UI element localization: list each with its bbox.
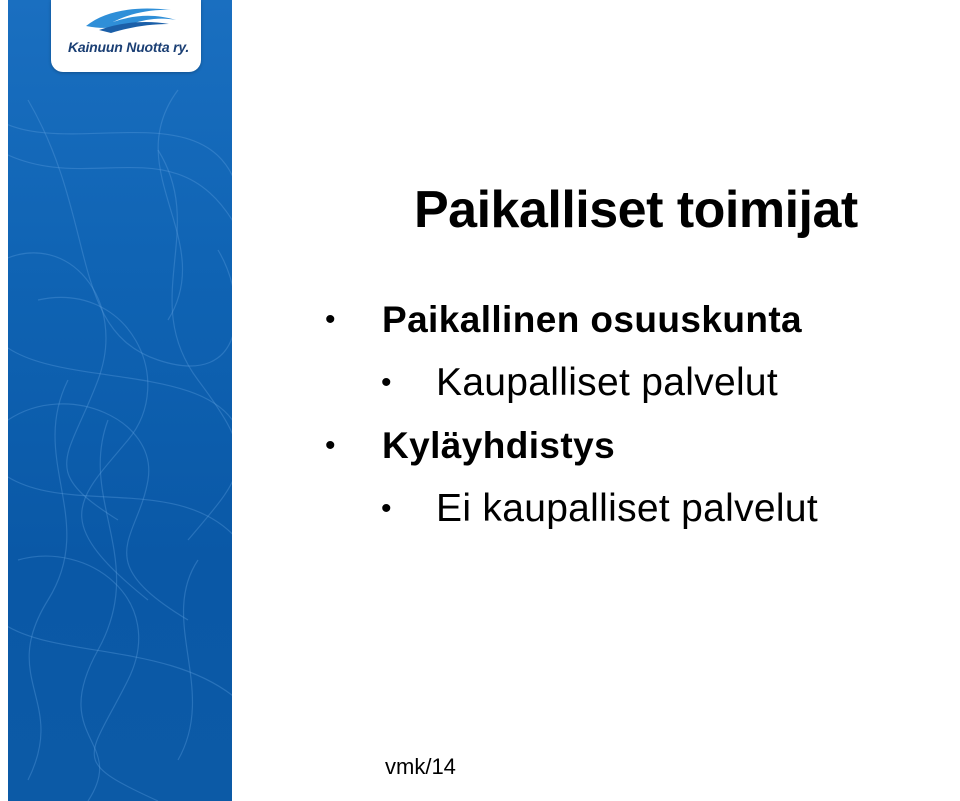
bullet-item (325, 424, 905, 468)
side-panel (8, 0, 232, 801)
decorative-swirls (8, 0, 232, 801)
slide-footer: vmk/14 (385, 754, 456, 779)
sub-bullet-item (381, 360, 901, 406)
bullet-text: Kyläyhdistys (382, 425, 616, 466)
logo (51, 0, 201, 72)
bullet-dot: • (325, 303, 336, 336)
slide-title: Paikalliset toimijat (414, 181, 858, 239)
bullet-text: Ei kaupalliset palvelut (436, 487, 818, 530)
bullet-text: Kaupalliset palvelut (436, 361, 779, 404)
sub-bullet-item (381, 486, 941, 532)
bullet-dot: • (381, 366, 392, 399)
bullet-item (325, 298, 905, 342)
bird-wave-icon (51, 0, 201, 72)
bullet-dot: • (325, 429, 336, 462)
bullet-dot: • (381, 492, 392, 525)
logo-text: Kainuun Nuotta ry. (68, 39, 190, 55)
bullet-text: Paikallinen osuuskunta (382, 299, 803, 340)
